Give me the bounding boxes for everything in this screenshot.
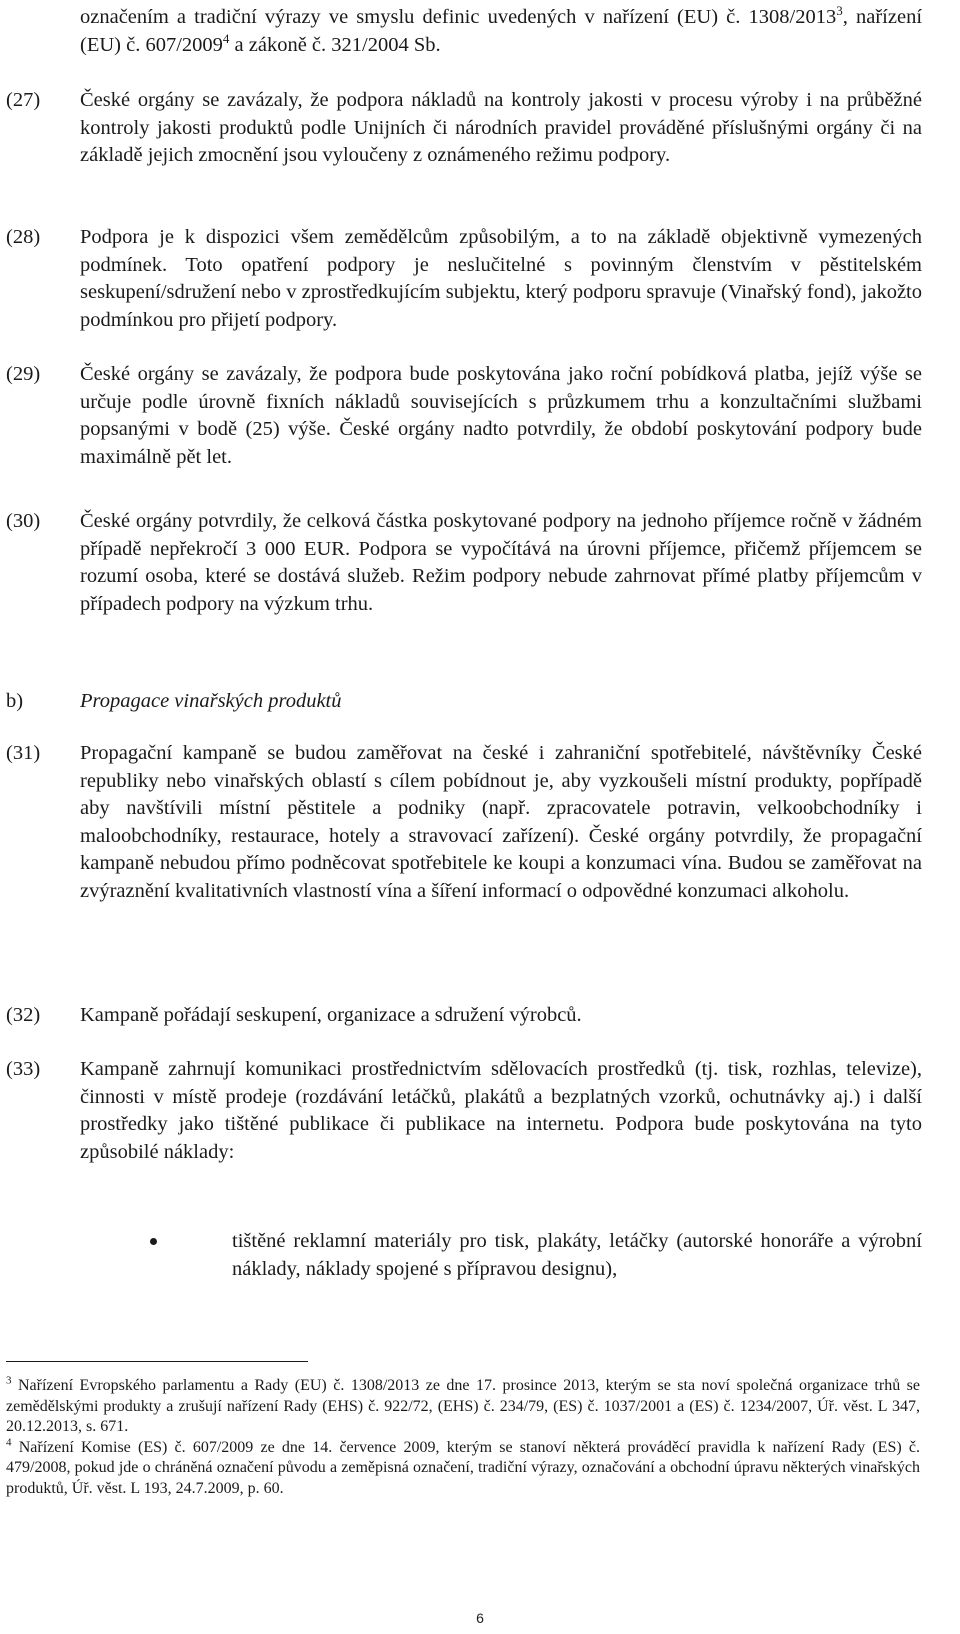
bullet-item — [150, 1228, 922, 1283]
footnotes — [6, 1376, 920, 1499]
footnote-mark: 3 — [6, 1374, 12, 1387]
paragraph-number: (30) — [6, 510, 41, 532]
subsection-b — [6, 688, 922, 716]
paragraph-text: Propagační kampaně se budou zaměřovat na české i zahraniční spotřebitelé, návštěvníky České republiky nebo vinařských oblastí s cílem pobídnout je, aby vyzkoušeli místní produkty, popřípadě aby navštívili místní pěstitele a podniky (např. zpracovatele potravin, velkoobchodníky i maloobchodníky, restaurace, hotely a stravovací zařízení). České orgány potvrdily, že propagační kampaně nebudou přímo podněcovat spotřebitele ke koupi a konzumaci vína. Budou se zaměřovat na zvýraznění kvalitativních vlastností vína a šíření informací o odpovědné konzumaci alkoholu. — [80, 742, 922, 902]
footnote-ref-3[interactable]: 3 — [836, 3, 843, 19]
footnote-mark: 4 — [6, 1436, 12, 1449]
paragraph-32 — [6, 1002, 922, 1030]
paragraph-number: (31) — [6, 742, 41, 764]
paragraph-28 — [6, 224, 922, 334]
paragraph-33 — [6, 1056, 922, 1166]
page-number: 6 — [476, 1610, 484, 1626]
footnote-ref-4[interactable]: 4 — [222, 30, 230, 46]
paragraph-30 — [6, 508, 922, 618]
paragraph-text: Podpora je k dispozici všem zemědělcům způsobilým, a to na základě objektivně vymezených podmínek. Toto opatření podpory je neslučitelné s povinným členstvím v pěstitelském seskupení/sdružení nebo v zprostředkujícím subjektu, který podporu spravuje (Vinařský fond), jakožto podmínkou pro přijetí podpory. — [80, 226, 922, 331]
paragraph-27 — [6, 87, 922, 170]
paragraph-text: České orgány se zavázaly, že podpora nákladů na kontroly jakosti v procesu výroby i na průběžné kontroly jakosti produktů podle Unijních či národních pravidel prováděné příslušnými orgány či na základě jejich zmocnění jsou vyloučeny z oznámeného režimu podpory. — [80, 89, 922, 166]
footnote-4: $^4$ Nařízení Komise (ES) č. 607/2009 ze dne 14. července 2009, kterým se stanoví některá prováděcí pravidla k nařízení Rady (ES) č. 479/2008, pokud jde o chráněná označení původu a zeměpisná označení, tradiční výrazy, označování a obchodní úpravu některých vinařských produktů, Úř. věst. L 193, 24.7.2009, p. 60. — [6, 1436, 920, 1497]
paragraph-number: (27) — [6, 89, 41, 111]
paragraph-text: Kampaně zahrnují komunikaci prostřednictvím sdělovacích prostředků (tj. tisk, rozhlas, televize), činnosti v místě prodeje (rozdávání letáčků, plakátů a bezplatných vzorků, ochutnávky aj.) i další prostředky jako tištěné publikace či publikace na internetu. Podpora bude poskytována na tyto způsobilé náklady: — [80, 1058, 922, 1163]
footnote-3: $^3$ Nařízení Evropského parlamentu a Rady (EU) č. 1308/2013 ze dne 17. prosince 2013, kterým se sta noví společná organizace trhů se zemědělskými produkty a zrušují nařízení Rady (EHS) č. 922/72, (EHS) č. 234/79, (ES) č. 1037/2001 a (ES) č. 1234/2007, Úř. věst. L 347, 20.12.2013, s. 671. — [6, 1374, 920, 1435]
bullet-dot-icon — [150, 1238, 157, 1245]
paragraph-31 — [6, 740, 922, 905]
paragraph-number: (28) — [6, 226, 41, 248]
bullet-text: tištěné reklamní materiály pro tisk, plakáty, letáčky (autorské honoráře a výrobní náklady, náklady spojené s přípravou designu), — [232, 1230, 922, 1280]
footnote-separator — [6, 1361, 308, 1362]
paragraph-29 — [6, 361, 922, 471]
subsection-heading: Propagace vinařských produktů — [80, 690, 342, 712]
paragraph-number: (29) — [6, 363, 41, 385]
paragraph-number: (33) — [6, 1058, 41, 1080]
paragraph-number: (32) — [6, 1004, 41, 1026]
paragraph-text: České orgány potvrdily, že celková částka poskytované podpory na jednoho příjemce ročně v žádném případě nepřekročí 3 000 EUR. Podpora se vypočítává na úrovni příjemce, přičemž příjemcem se rozumí osoba, které se dostává služeb. Režim podpory nebude zahrnovat přímé platby příjemcům v případech podpory na výzkum trhu. — [80, 510, 922, 615]
continuation-text: označením a tradiční výrazy ve smyslu definic uvedených v nařízení (EU) č. 1308/2013$^3$, nařízení (EU) č. 607/2009$^4$ a zákoně č. 321/2004 Sb. — [80, 3, 923, 56]
paragraph-text: Kampaně pořádají seskupení, organizace a sdružení výrobců. — [80, 1004, 582, 1026]
paragraph-text: České orgány se zavázaly, že podpora bude poskytována jako roční pobídková platba, jejíž výše se určuje podle úrovně fixních nákladů souvisejících s průzkumem trhu a konzultačními službami popsanými v bodě (25) výše. České orgány nadto potvrdily, že období poskytování podpory bude maximálně pět let. — [80, 363, 922, 468]
subsection-letter: b) — [6, 690, 24, 712]
